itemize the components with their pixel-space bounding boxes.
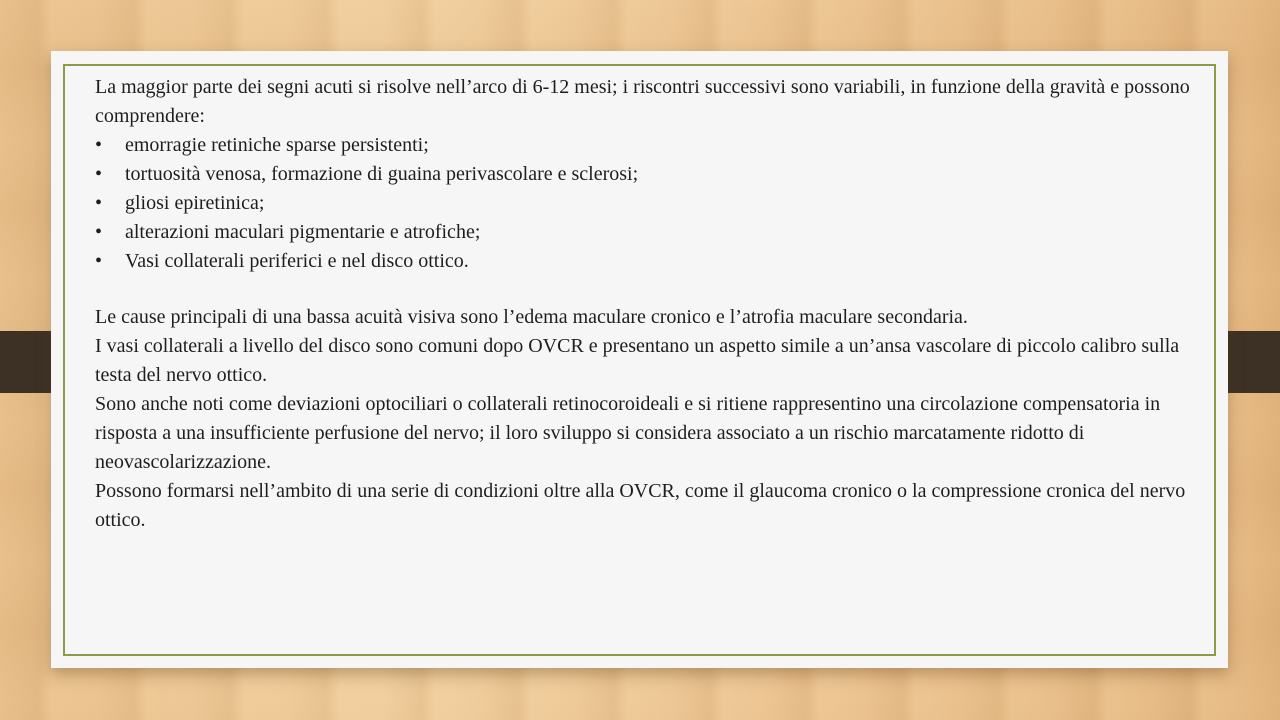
bullet-symbol: • bbox=[95, 192, 103, 214]
list-item bbox=[95, 131, 1193, 160]
list-item-text: Vasi collaterali periferici e nel disco ottico. bbox=[125, 250, 469, 272]
bullet-symbol: • bbox=[95, 163, 103, 185]
slide-card bbox=[51, 51, 1228, 668]
list-item bbox=[95, 160, 1193, 189]
bullet-symbol: • bbox=[95, 250, 103, 272]
list-item-text: emorragie retiniche sparse persistenti; bbox=[125, 134, 429, 156]
body-paragraph: Sono anche noti come deviazioni optociliari o collaterali retinocoroideali e si ritiene rappresentino una circolazione compensatoria in risposta a una insufficiente perfusione del nervo; il loro sviluppo si considera associato a un rischio marcatamente ridotto di neovascolarizzazione. bbox=[95, 393, 1161, 473]
bullet-symbol: • bbox=[95, 221, 103, 243]
slide-content bbox=[95, 73, 1193, 535]
list-item-text: gliosi epiretinica; bbox=[125, 192, 265, 214]
intro-paragraph: La maggior parte dei segni acuti si risolve nell’arco di 6-12 mesi; i riscontri successivi sono variabili, in funzione della gravità e possono comprendere: bbox=[95, 76, 1190, 127]
list-item bbox=[95, 189, 1193, 218]
bullet-list bbox=[95, 131, 1193, 276]
body-paragraph: Le cause principali di una bassa acuità visiva sono l’edema maculare cronico e l’atrofia maculare secondaria. bbox=[95, 306, 968, 328]
bullet-symbol: • bbox=[95, 134, 103, 156]
list-item-text: alterazioni maculari pigmentarie e atrofiche; bbox=[125, 221, 481, 243]
paragraph-spacer bbox=[95, 276, 1193, 303]
list-item bbox=[95, 247, 1193, 276]
list-item bbox=[95, 218, 1193, 247]
body-paragraph: I vasi collaterali a livello del disco sono comuni dopo OVCR e presentano un aspetto simile a un’ansa vascolare di piccolo calibro sulla testa del nervo ottico. bbox=[95, 335, 1180, 386]
body-paragraph: Possono formarsi nell’ambito di una serie di condizioni oltre alla OVCR, come il glaucoma cronico o la compressione cronica del nervo ottico. bbox=[95, 480, 1186, 531]
list-item-text: tortuosità venosa, formazione di guaina perivascolare e sclerosi; bbox=[125, 163, 639, 185]
